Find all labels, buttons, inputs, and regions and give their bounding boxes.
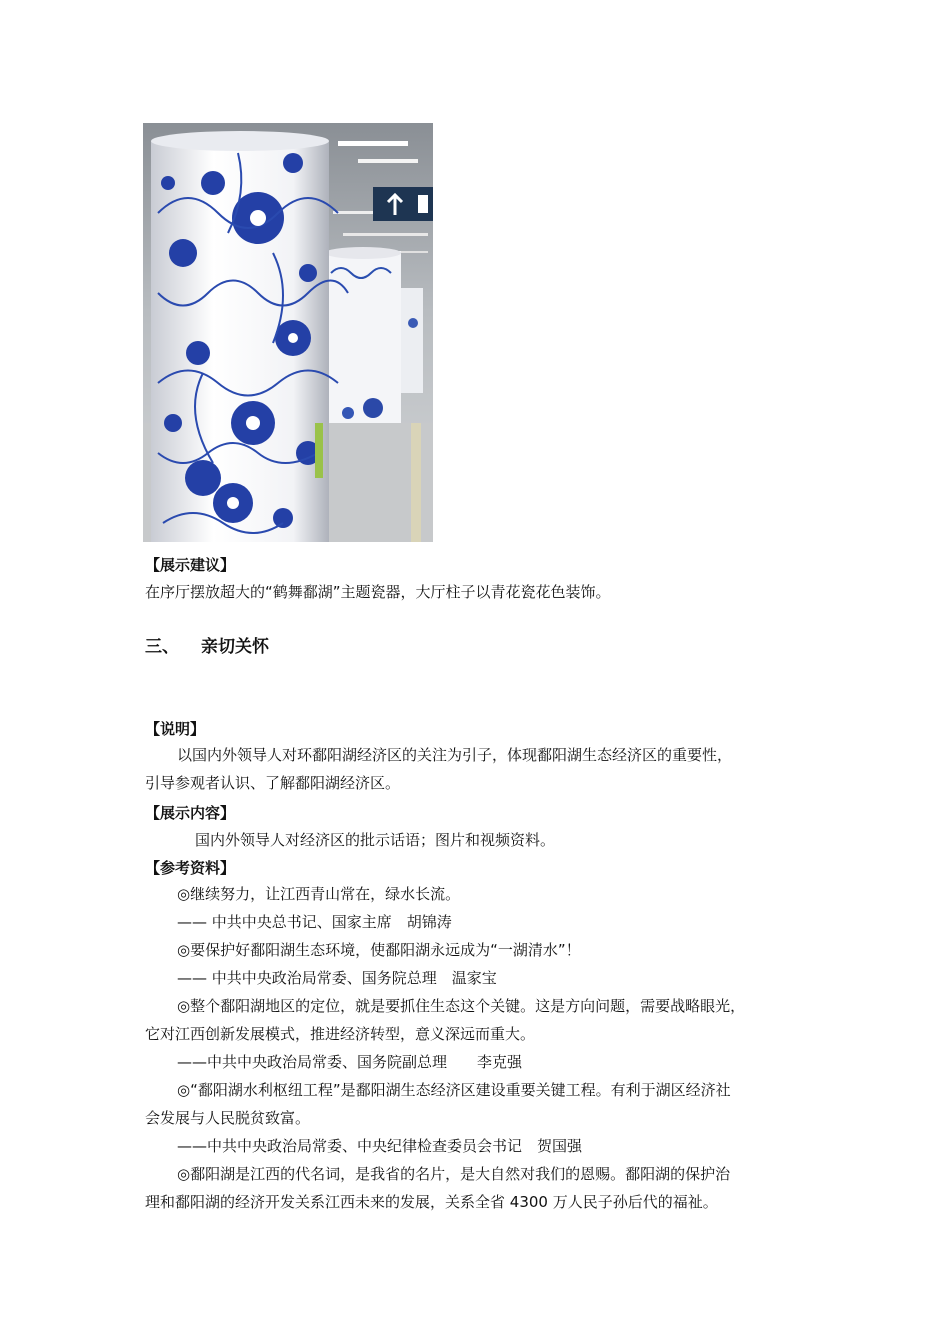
reference-line: ——中共中央政治局常委、国务院副总理 李克强 [177, 1053, 523, 1071]
explanation-line: 引导参观者认识、了解鄱阳湖经济区。 [145, 774, 401, 792]
reference-line: ◎整个鄱阳湖地区的定位，就是要抓住生态这个关键。这是方向问题，需要战略眼光， [177, 997, 746, 1015]
section-title: 亲切关怀 [201, 637, 269, 657]
reference-line: ◎鄱阳湖是江西的代名词，是我省的名片，是大自然对我们的恩赐。鄱阳湖的保护治 [177, 1165, 731, 1183]
reference-line: —— 中共中央总书记、国家主席 胡锦涛 [177, 913, 452, 931]
porcelain-column-photo [143, 123, 433, 542]
content-text: 国内外领导人对经济区的批示话语；图片和视频资料。 [195, 831, 556, 849]
reference-line: ——中共中央政治局常委、中央纪律检查委员会书记 贺国强 [177, 1137, 583, 1155]
reference-line: ◎“鄱阳湖水利枢纽工程”是鄱阳湖生态经济区建设重要关键工程。有利于湖区经济社 [177, 1081, 731, 1099]
reference-line: 理和鄱阳湖的经济开发关系江西未来的发展，关系全省 4300 万人民子孙后代的福祉。 [145, 1193, 718, 1211]
explanation-line: 以国内外领导人对环鄱阳湖经济区的关注为引子，体现鄱阳湖生态经济区的重要性， [177, 746, 733, 764]
reference-line: —— 中共中央政治局常委、国务院总理 温家宝 [177, 969, 497, 987]
reference-line: 会发展与人民脱贫致富。 [145, 1109, 311, 1127]
references-heading: 【参考资料】 [145, 859, 236, 877]
reference-line: ◎要保护好鄱阳湖生态环境，使鄱阳湖永远成为“一湖清水”！ [177, 941, 581, 959]
exhibit-suggestion-heading: 【展示建议】 [145, 556, 236, 574]
section-number: 三、 [145, 637, 179, 657]
content-heading: 【展示内容】 [145, 804, 236, 822]
reference-line: 它对江西创新发展模式，推进经济转型，意义深远而重大。 [145, 1025, 536, 1043]
reference-line: ◎继续努力，让江西青山常在，绿水长流。 [177, 885, 461, 903]
explanation-heading: 【说明】 [145, 720, 206, 738]
exhibit-suggestion-text: 在序厅摆放超大的“鹤舞鄱湖”主题瓷器，大厅柱子以青花瓷花色装饰。 [145, 583, 611, 601]
